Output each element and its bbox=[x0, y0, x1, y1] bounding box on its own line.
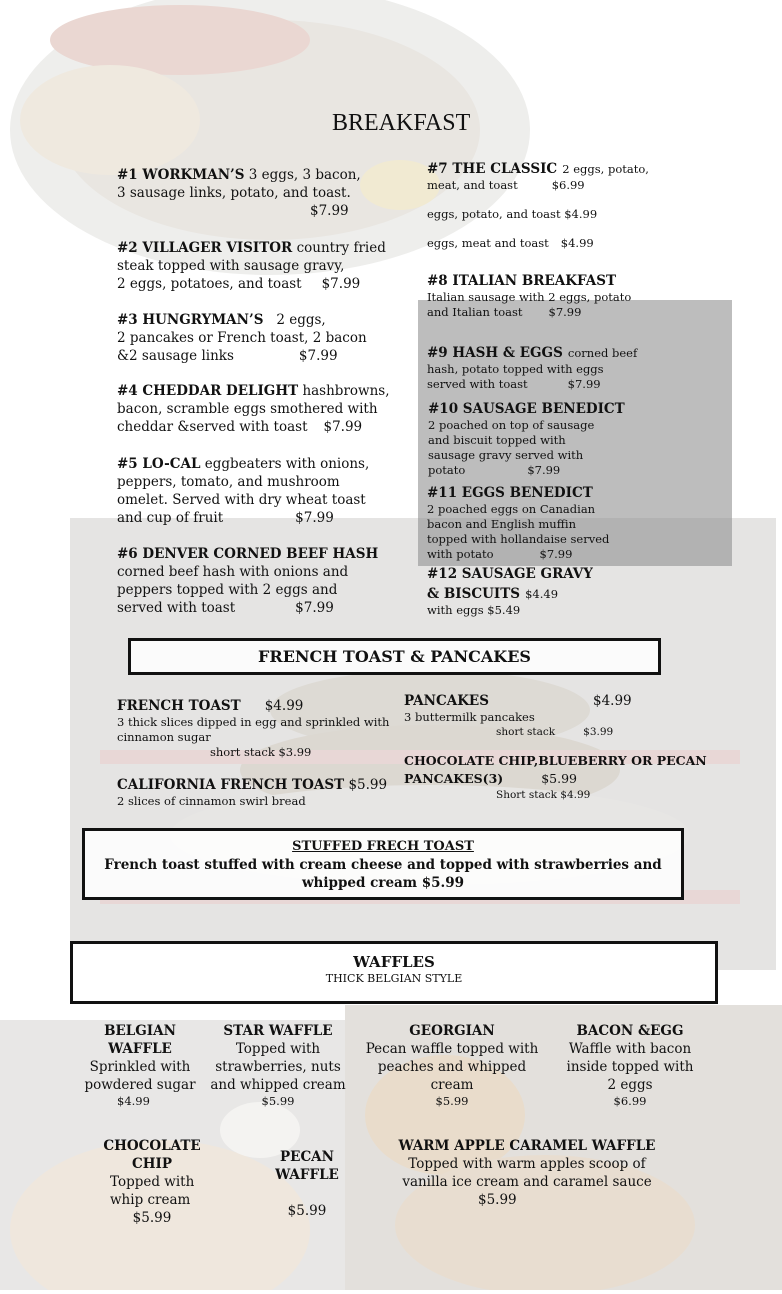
stuffed-french-toast-box bbox=[82, 828, 684, 900]
menu-item-8 bbox=[427, 272, 727, 320]
waffle-chocolate-chip bbox=[100, 1137, 204, 1227]
item-desc: Topped with bbox=[235, 1041, 321, 1057]
menu-item-4 bbox=[117, 382, 417, 436]
item-desc: with potato bbox=[427, 547, 494, 561]
item-desc: 2 eggs bbox=[607, 1077, 653, 1093]
item-desc: 3 thick slices dipped in egg and sprinkled with bbox=[117, 715, 390, 729]
item-name: CHIP bbox=[132, 1156, 172, 1172]
item-desc: and Italian toast bbox=[427, 305, 523, 319]
menu-item-2 bbox=[117, 239, 417, 293]
item-desc: 3 sausage links, potato, and toast. bbox=[117, 185, 351, 201]
item-desc: 2 slices of cinnamon swirl bread bbox=[117, 794, 306, 808]
item-desc: 2 eggs, bbox=[276, 312, 326, 328]
item-name: CALIFORNIA FRENCH TOAST bbox=[117, 777, 345, 793]
menu-item-6 bbox=[117, 545, 417, 617]
item-price: $5.99 bbox=[132, 1210, 172, 1226]
item-name: PANCAKES(3) bbox=[404, 771, 504, 786]
menu-item-1 bbox=[117, 166, 417, 220]
item-name: #4 CHEDDAR DELIGHT bbox=[117, 383, 299, 399]
section-title: STUFFED FRECH TOAST bbox=[292, 839, 474, 854]
item-price: $5.99 bbox=[261, 1094, 295, 1108]
menu-item-7 bbox=[427, 158, 727, 251]
item-short-stack: Short stack $4.99 bbox=[496, 789, 591, 801]
item-desc: Pecan waffle topped with bbox=[365, 1041, 539, 1057]
item-short-stack: short stack $3.99 bbox=[210, 745, 312, 759]
item-desc: hashbrowns, bbox=[302, 383, 390, 399]
item-desc: 2 eggs, potato, bbox=[562, 162, 649, 176]
item-desc: hash, potato topped with eggs bbox=[427, 362, 604, 376]
item-desc: 2 poached on top of sausage bbox=[428, 418, 595, 432]
item-desc: peaches and whipped bbox=[377, 1059, 527, 1075]
item-price: $5.99 bbox=[541, 771, 578, 786]
item-desc: Italian sausage with 2 eggs, potato bbox=[427, 290, 632, 304]
item-name: PECAN bbox=[280, 1149, 334, 1165]
item-option: eggs, potato, and toast bbox=[427, 207, 561, 221]
item-name: WAFFLE bbox=[275, 1167, 339, 1183]
item-name: #6 DENVER CORNED BEEF HASH bbox=[117, 546, 379, 562]
item-desc: &2 sausage links bbox=[117, 348, 234, 364]
chocolate-chip-pancakes-item bbox=[404, 752, 734, 803]
item-desc: powdered sugar bbox=[84, 1077, 196, 1093]
item-name: PANCAKES bbox=[404, 693, 489, 709]
item-price: $7.99 bbox=[548, 305, 582, 319]
item-name: #3 HUNGRYMAN’S bbox=[117, 312, 264, 328]
item-desc: Sprinkled with bbox=[89, 1059, 191, 1075]
item-name: WAFFLE bbox=[108, 1041, 172, 1057]
waffle-belgian bbox=[82, 1022, 198, 1109]
item-desc: whipped cream $5.99 bbox=[301, 875, 465, 891]
item-desc: peppers topped with 2 eggs and bbox=[117, 582, 338, 598]
item-name: #10 SAUSAGE BENEDICT bbox=[428, 401, 625, 417]
item-price: $4.99 bbox=[564, 207, 598, 221]
item-desc: potato bbox=[428, 463, 466, 477]
item-desc: cheddar &served with toast bbox=[117, 419, 308, 435]
french-toast-header bbox=[128, 638, 661, 675]
item-desc: bacon and English muffin bbox=[427, 517, 576, 531]
waffle-warm-apple-caramel bbox=[392, 1137, 662, 1209]
item-short-stack: short stack bbox=[496, 726, 556, 738]
item-name: WARM APPLE CARAMEL WAFFLE bbox=[398, 1138, 656, 1154]
item-desc: Waffle with bacon bbox=[568, 1041, 692, 1057]
item-option: eggs, meat and toast bbox=[427, 236, 549, 250]
item-desc: and biscuit topped with bbox=[428, 433, 566, 447]
item-desc: corned beef bbox=[567, 346, 638, 360]
item-name: BACON &EGG bbox=[576, 1023, 684, 1039]
menu-item-9 bbox=[427, 342, 727, 392]
item-name: & BISCUITS bbox=[427, 586, 520, 602]
item-name: #2 VILLAGER VISITOR bbox=[117, 240, 293, 256]
waffle-georgian bbox=[362, 1022, 542, 1109]
french-toast-item bbox=[117, 697, 407, 760]
item-price: $4.49 bbox=[525, 587, 559, 601]
item-desc: served with toast bbox=[117, 600, 236, 616]
item-desc: topped with hollandaise served bbox=[427, 532, 610, 546]
menu-item-3 bbox=[117, 311, 417, 365]
item-price: $7.99 bbox=[310, 203, 349, 219]
item-desc: strawberries, nuts bbox=[215, 1059, 341, 1075]
item-price: $4.99 bbox=[264, 698, 304, 714]
item-price: $5.99 bbox=[478, 1192, 517, 1208]
item-desc: omelet. Served with dry wheat toast bbox=[117, 492, 366, 508]
item-desc: 3 buttermilk pancakes bbox=[404, 710, 535, 724]
menu-item-10 bbox=[428, 400, 728, 478]
item-desc: French toast stuffed with cream cheese and topped with strawberries and bbox=[104, 857, 662, 873]
item-price: $4.99 bbox=[117, 1094, 150, 1108]
item-name: GEORGIAN bbox=[409, 1023, 495, 1039]
item-desc: 2 eggs, potatoes, and toast bbox=[117, 276, 302, 292]
item-desc: cream bbox=[430, 1077, 474, 1093]
item-desc: Topped with warm apples scoop of bbox=[408, 1156, 646, 1172]
menu-item-12 bbox=[427, 565, 727, 618]
item-price: $7.99 bbox=[295, 510, 334, 526]
item-name: #11 EGGS BENEDICT bbox=[427, 485, 593, 501]
item-price: $5.99 bbox=[348, 777, 388, 793]
item-price: $7.99 bbox=[321, 276, 361, 292]
waffle-bacon-egg bbox=[562, 1022, 698, 1109]
item-desc: cinnamon sugar bbox=[117, 730, 211, 744]
item-desc: eggbeaters with onions, bbox=[204, 456, 370, 472]
item-price: $3.99 bbox=[583, 726, 614, 738]
item-desc: inside topped with bbox=[566, 1059, 694, 1075]
item-desc: whip cream bbox=[110, 1192, 191, 1208]
california-french-toast-item bbox=[117, 776, 407, 809]
item-price: $5.99 bbox=[435, 1094, 469, 1108]
item-name: CHOCOLATE bbox=[103, 1138, 201, 1154]
item-desc: steak topped with sausage gravy, bbox=[117, 258, 345, 274]
item-desc: country fried bbox=[296, 240, 386, 256]
item-desc: with eggs $5.49 bbox=[427, 603, 521, 617]
item-price: $6.99 bbox=[551, 178, 585, 192]
item-desc: peppers, tomato, and mushroom bbox=[117, 474, 340, 490]
item-name: #5 LO-CAL bbox=[117, 456, 201, 472]
waffles-header bbox=[70, 941, 718, 1004]
item-desc: and cup of fruit bbox=[117, 510, 224, 526]
item-name: CHOCOLATE CHIP,BLUEBERRY OR PECAN bbox=[404, 753, 707, 768]
item-desc: 3 eggs, 3 bacon, bbox=[248, 167, 361, 183]
item-price: $7.99 bbox=[323, 419, 363, 435]
item-desc: 2 poached eggs on Canadian bbox=[427, 502, 596, 516]
item-desc: sausage gravy served with bbox=[428, 448, 584, 462]
item-price: $7.99 bbox=[298, 348, 338, 364]
item-desc: 2 pancakes or French toast, 2 bacon bbox=[117, 330, 367, 346]
item-price: $7.99 bbox=[295, 600, 334, 616]
item-name: STAR WAFFLE bbox=[223, 1023, 333, 1039]
pancakes-item bbox=[404, 692, 724, 740]
waffle-star bbox=[210, 1022, 346, 1109]
item-desc: served with toast bbox=[427, 377, 528, 391]
item-name: #1 WORKMAN’S bbox=[117, 167, 245, 183]
item-desc: meat, and toast bbox=[427, 178, 518, 192]
item-desc: vanilla ice cream and caramel sauce bbox=[402, 1174, 652, 1190]
item-desc: corned beef hash with onions and bbox=[117, 564, 349, 580]
item-price: $4.99 bbox=[560, 236, 594, 250]
item-name: FRENCH TOAST bbox=[117, 698, 241, 714]
menu-item-11 bbox=[427, 484, 727, 562]
waffle-pecan bbox=[262, 1148, 352, 1220]
item-name: #12 SAUSAGE GRAVY bbox=[427, 566, 593, 582]
item-desc: and whipped cream bbox=[210, 1077, 346, 1093]
item-price: $7.99 bbox=[527, 463, 561, 477]
item-name: #7 THE CLASSIC bbox=[427, 161, 558, 177]
section-title: FRENCH TOAST & PANCAKES bbox=[258, 647, 531, 666]
section-subtitle: THICK BELGIAN STYLE bbox=[325, 972, 463, 985]
item-price: $7.99 bbox=[567, 377, 601, 391]
section-title: WAFFLES bbox=[353, 953, 435, 971]
item-price: $7.99 bbox=[539, 547, 573, 561]
item-name: #8 ITALIAN BREAKFAST bbox=[427, 273, 617, 289]
breakfast-title: BREAKFAST bbox=[332, 110, 471, 136]
item-price: $5.99 bbox=[287, 1203, 327, 1219]
item-name: #9 HASH & EGGS bbox=[427, 345, 563, 361]
item-price: $6.99 bbox=[613, 1094, 647, 1108]
item-price: $4.99 bbox=[592, 693, 632, 709]
item-name: BELGIAN bbox=[104, 1023, 176, 1039]
item-desc: Topped with bbox=[110, 1174, 195, 1190]
menu-item-5 bbox=[117, 455, 417, 527]
item-desc: bacon, scramble eggs smothered with bbox=[117, 401, 378, 417]
